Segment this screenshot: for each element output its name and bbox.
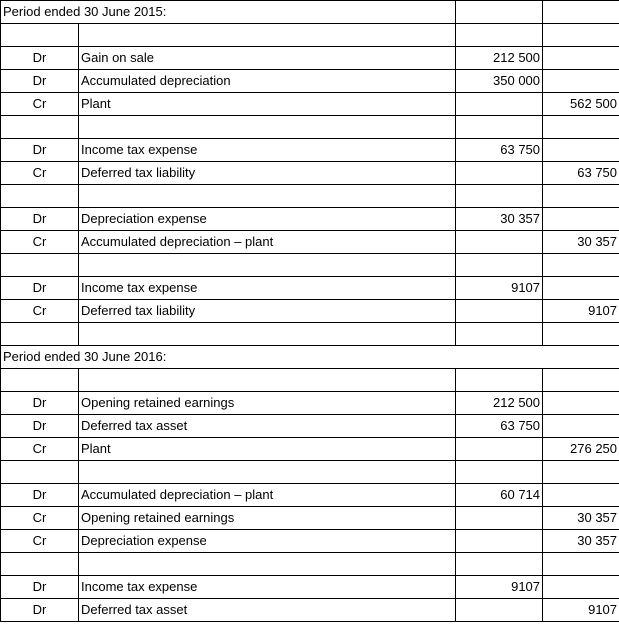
entry-credit-amount: [543, 392, 619, 415]
blank-row: [1, 369, 619, 392]
entry-debit-amount: [456, 93, 543, 116]
journal-entry-row: [1, 576, 619, 599]
entry-debit-amount: [456, 530, 543, 553]
entry-credit-amount: [543, 208, 619, 231]
entry-debit-amount: [456, 599, 543, 622]
blank-row: [1, 254, 619, 277]
empty-cell: [456, 116, 543, 139]
empty-cell: [79, 323, 456, 346]
entry-drcr: Cr: [1, 231, 79, 254]
entry-drcr: Cr: [1, 530, 79, 553]
entry-debit-amount: 350 000: [456, 70, 543, 93]
blank-row: [1, 116, 619, 139]
empty-cell: [1, 185, 79, 208]
entry-account: Depreciation expense: [79, 208, 456, 231]
entry-debit-amount: 212 500: [456, 47, 543, 70]
blank-row: [1, 553, 619, 576]
entry-account: Deferred tax asset: [79, 415, 456, 438]
empty-cell: [543, 553, 619, 576]
entry-credit-amount: 276 250: [543, 438, 619, 461]
empty-cell: [1, 24, 79, 47]
entry-drcr: Dr: [1, 599, 79, 622]
journal-entry-row: [1, 47, 619, 70]
entry-account: Accumulated depreciation: [79, 70, 456, 93]
entry-drcr: Dr: [1, 139, 79, 162]
blank-row: [1, 185, 619, 208]
journal-entry-row: [1, 70, 619, 93]
entry-drcr: Dr: [1, 392, 79, 415]
empty-cell: [1, 254, 79, 277]
entry-drcr: Cr: [1, 438, 79, 461]
entry-account: Plant: [79, 438, 456, 461]
empty-cell: [1, 116, 79, 139]
entry-drcr: Dr: [1, 484, 79, 507]
journal-entry-row: [1, 208, 619, 231]
entry-account: Income tax expense: [79, 576, 456, 599]
entry-credit-amount: 30 357: [543, 231, 619, 254]
entry-debit-amount: 63 750: [456, 415, 543, 438]
entry-account: Deferred tax liability: [79, 162, 456, 185]
entry-credit-amount: [543, 277, 619, 300]
empty-cell: [456, 24, 543, 47]
empty-cell: [79, 461, 456, 484]
empty-cell: [1, 369, 79, 392]
entry-account: Opening retained earnings: [79, 507, 456, 530]
entry-drcr: Dr: [1, 576, 79, 599]
empty-cell: [79, 116, 456, 139]
entry-account: Accumulated depreciation – plant: [79, 484, 456, 507]
journal-entry-row: [1, 599, 619, 622]
entry-account: Plant: [79, 93, 456, 116]
journal-entry-row: [1, 438, 619, 461]
entry-credit-amount: 9107: [543, 300, 619, 323]
entry-debit-amount: 63 750: [456, 139, 543, 162]
empty-cell: [79, 254, 456, 277]
journal-entry-row: [1, 530, 619, 553]
period-heading-row: [1, 346, 619, 369]
entry-credit-amount: [543, 47, 619, 70]
empty-cell: [543, 369, 619, 392]
journal-entry-row: [1, 484, 619, 507]
empty-cell: [456, 1, 543, 24]
empty-cell: [456, 461, 543, 484]
journal-entry-row: [1, 139, 619, 162]
journal-entry-row: [1, 162, 619, 185]
entry-credit-amount: [543, 576, 619, 599]
entry-credit-amount: 30 357: [543, 530, 619, 553]
entry-drcr: Dr: [1, 70, 79, 93]
journal-entry-row: [1, 93, 619, 116]
entry-debit-amount: [456, 231, 543, 254]
journal-entry-row: [1, 231, 619, 254]
journal-entry-row: [1, 415, 619, 438]
empty-cell: [1, 553, 79, 576]
entry-debit-amount: [456, 507, 543, 530]
empty-cell: [456, 369, 543, 392]
empty-cell: [543, 461, 619, 484]
empty-cell: [1, 323, 79, 346]
period-heading: Period ended 30 June 2015:: [1, 1, 456, 24]
empty-cell: [1, 461, 79, 484]
entry-debit-amount: 60 714: [456, 484, 543, 507]
entry-credit-amount: 63 750: [543, 162, 619, 185]
journal-entry-row: [1, 277, 619, 300]
empty-cell: [456, 323, 543, 346]
empty-cell: [543, 24, 619, 47]
entry-credit-amount: 30 357: [543, 507, 619, 530]
entry-drcr: Cr: [1, 162, 79, 185]
entry-drcr: Dr: [1, 208, 79, 231]
entry-account: Gain on sale: [79, 47, 456, 70]
empty-cell: [543, 116, 619, 139]
entry-credit-amount: [543, 70, 619, 93]
empty-cell: [543, 1, 619, 24]
period-heading-row: [1, 1, 619, 24]
entry-account: Deferred tax asset: [79, 599, 456, 622]
entry-account: Opening retained earnings: [79, 392, 456, 415]
entry-account: Income tax expense: [79, 139, 456, 162]
entry-debit-amount: [456, 438, 543, 461]
empty-cell: [79, 369, 456, 392]
empty-cell: [456, 553, 543, 576]
entry-credit-amount: 9107: [543, 599, 619, 622]
entry-debit-amount: 30 357: [456, 208, 543, 231]
entry-credit-amount: 562 500: [543, 93, 619, 116]
journal-entry-row: [1, 392, 619, 415]
entry-drcr: Dr: [1, 47, 79, 70]
blank-row: [1, 24, 619, 47]
journal-entry-row: [1, 507, 619, 530]
entry-drcr: Cr: [1, 300, 79, 323]
entry-drcr: Dr: [1, 415, 79, 438]
entry-debit-amount: 212 500: [456, 392, 543, 415]
empty-cell: [456, 254, 543, 277]
entry-account: Income tax expense: [79, 277, 456, 300]
entry-debit-amount: [456, 162, 543, 185]
entry-credit-amount: [543, 139, 619, 162]
entry-drcr: Dr: [1, 277, 79, 300]
empty-cell: [79, 553, 456, 576]
entry-credit-amount: [543, 415, 619, 438]
entry-credit-amount: [543, 484, 619, 507]
journal-entry-row: [1, 300, 619, 323]
blank-row: [1, 461, 619, 484]
empty-cell: [543, 185, 619, 208]
empty-cell: [543, 254, 619, 277]
entry-account: Depreciation expense: [79, 530, 456, 553]
empty-cell: [79, 185, 456, 208]
entry-debit-amount: 9107: [456, 576, 543, 599]
entry-drcr: Cr: [1, 93, 79, 116]
entry-debit-amount: 9107: [456, 277, 543, 300]
entry-account: Accumulated depreciation – plant: [79, 231, 456, 254]
empty-cell: [456, 185, 543, 208]
entry-debit-amount: [456, 300, 543, 323]
period-heading: Period ended 30 June 2016:: [1, 346, 619, 369]
empty-cell: [543, 323, 619, 346]
entry-account: Deferred tax liability: [79, 300, 456, 323]
entry-drcr: Cr: [1, 507, 79, 530]
blank-row: [1, 323, 619, 346]
journal-body: [1, 1, 619, 622]
empty-cell: [79, 24, 456, 47]
